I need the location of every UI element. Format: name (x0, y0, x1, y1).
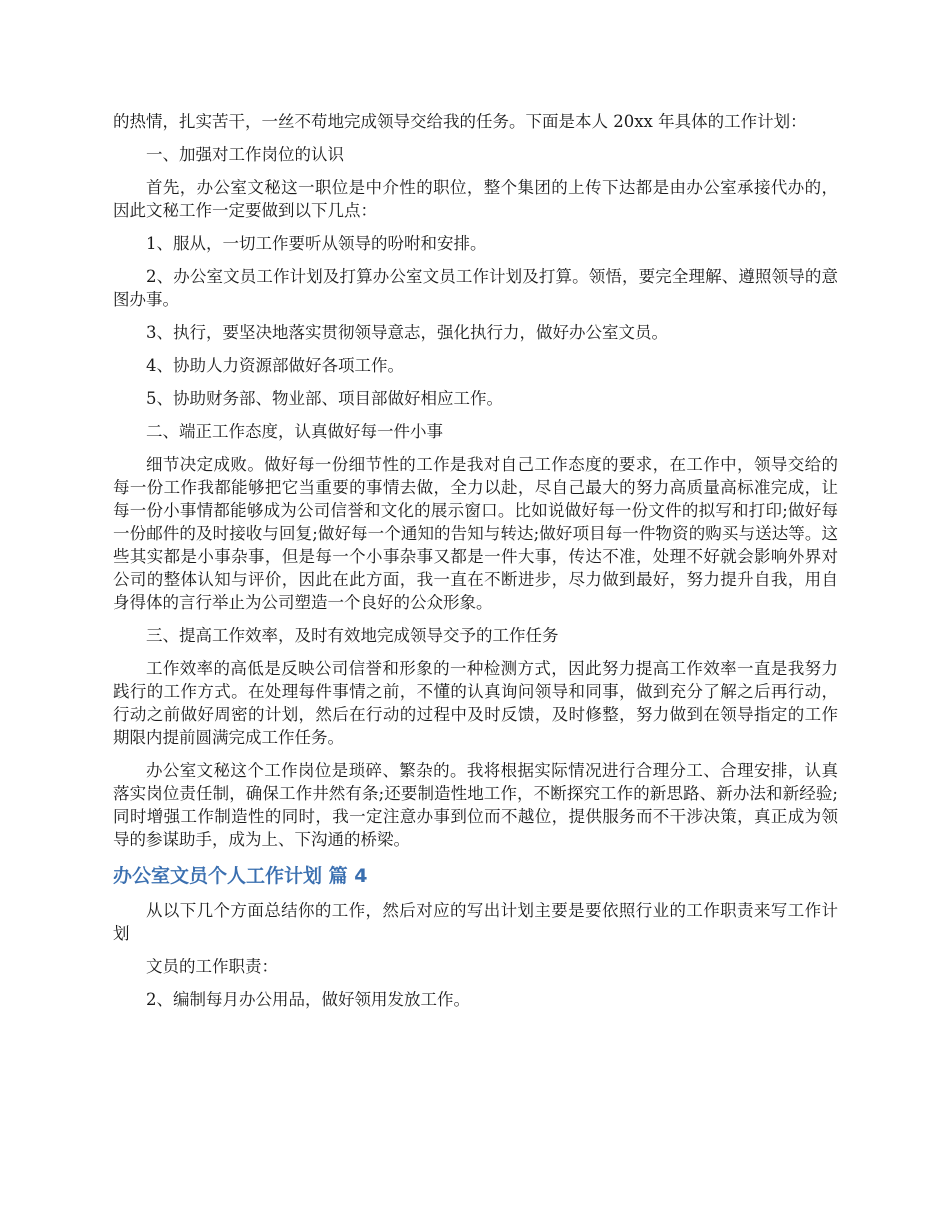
paragraph: 首先，办公室文秘这一职位是中介性的职位，整个集团的上传下达都是由办公室承接代办的，因此文秘工作一定要做到以下几点： (113, 178, 838, 220)
document-body (113, 110, 838, 1021)
section-heading-two: 二、端正工作态度，认真做好每一件小事 (146, 422, 443, 441)
list-item: 3、执行，要坚决地落实贯彻领导意志，强化执行力，做好办公室文员。 (146, 323, 668, 342)
paragraph: 办公室文秘这个工作岗位是琐碎、繁杂的。我将根据实际情况进行合理分工、合理安排，认真落实岗位责任制，确保工作井然有条;还要制造性地工作，不断探究工作的新思路、新办法和新经验;同时增强工作制造性的同时，我一定注意办事到位而不越位，提供服务而不干涉决策，真正成为领导的参谋助手，成为上、下沟通的桥梁。 (113, 761, 838, 849)
list-item: 4、协助人力资源部做好各项工作。 (146, 356, 404, 375)
list-item: 2、办公室文员工作计划及打算办公室文员工作计划及打算。领悟，要完全理解、遵照领导的意图办事。 (113, 267, 838, 309)
list-item: 1、服从，一切工作要听从领导的吩咐和安排。 (146, 234, 487, 253)
paragraph: 细节决定成败。做好每一份细节性的工作是我对自己工作态度的要求，在工作中，领导交给的每一份工作我都能够把它当重要的事情去做，全力以赴，尽自己最大的努力高质量高标准完成，让每一份小事情都能够成为公司信誉和文化的展示窗口。比如说做好每一份文件的拟写和打印;做好每一份邮件的及时接收与回复;做好每一个通知的告知与转达;做好项目每一件物资的购买与送达等。这些其实都是小事杂事，但是每一个小事杂事又都是一件大事，传达不准，处理不好就会影响外界对公司的整体认知与评价，因此在此方面，我一直在不断进步，尽力做到最好，努力提升自我，用自身得体的言行举止为公司塑造一个良好的公众形象。 (113, 455, 838, 612)
list-item: 2、编制每月办公用品，做好领用发放工作。 (146, 990, 470, 1009)
list-item: 5、协助财务部、物业部、项目部做好相应工作。 (146, 389, 503, 408)
paragraph: 工作效率的高低是反映公司信誉和形象的一种检测方式，因此努力提高工作效率一直是我努力践行的工作方式。在处理每件事情之前，不懂的认真询问领导和同事，做到充分了解之后再行动，行动之前做好周密的计划，然后在行动的过程中及时反馈，及时修整，努力做到在领导指定的工作期限内提前圆满完成工作任务。 (113, 659, 838, 747)
section-heading-three: 三、提高工作效率，及时有效地完成领导交予的工作任务 (146, 626, 559, 645)
paragraph: 文员的工作职责： (146, 957, 278, 976)
paragraph-continuation: 的热情，扎实苦干，一丝不苟地完成领导交给我的任务。下面是本人 20xx 年具体的工作计划： (113, 112, 807, 131)
article-section-title: 办公室文员个人工作计划 篇 4 (113, 865, 368, 887)
section-heading-one: 一、加强对工作岗位的认识 (146, 145, 344, 164)
paragraph: 从以下几个方面总结你的工作，然后对应的写出计划主要是要依照行业的工作职责来写工作计划 (113, 901, 838, 943)
